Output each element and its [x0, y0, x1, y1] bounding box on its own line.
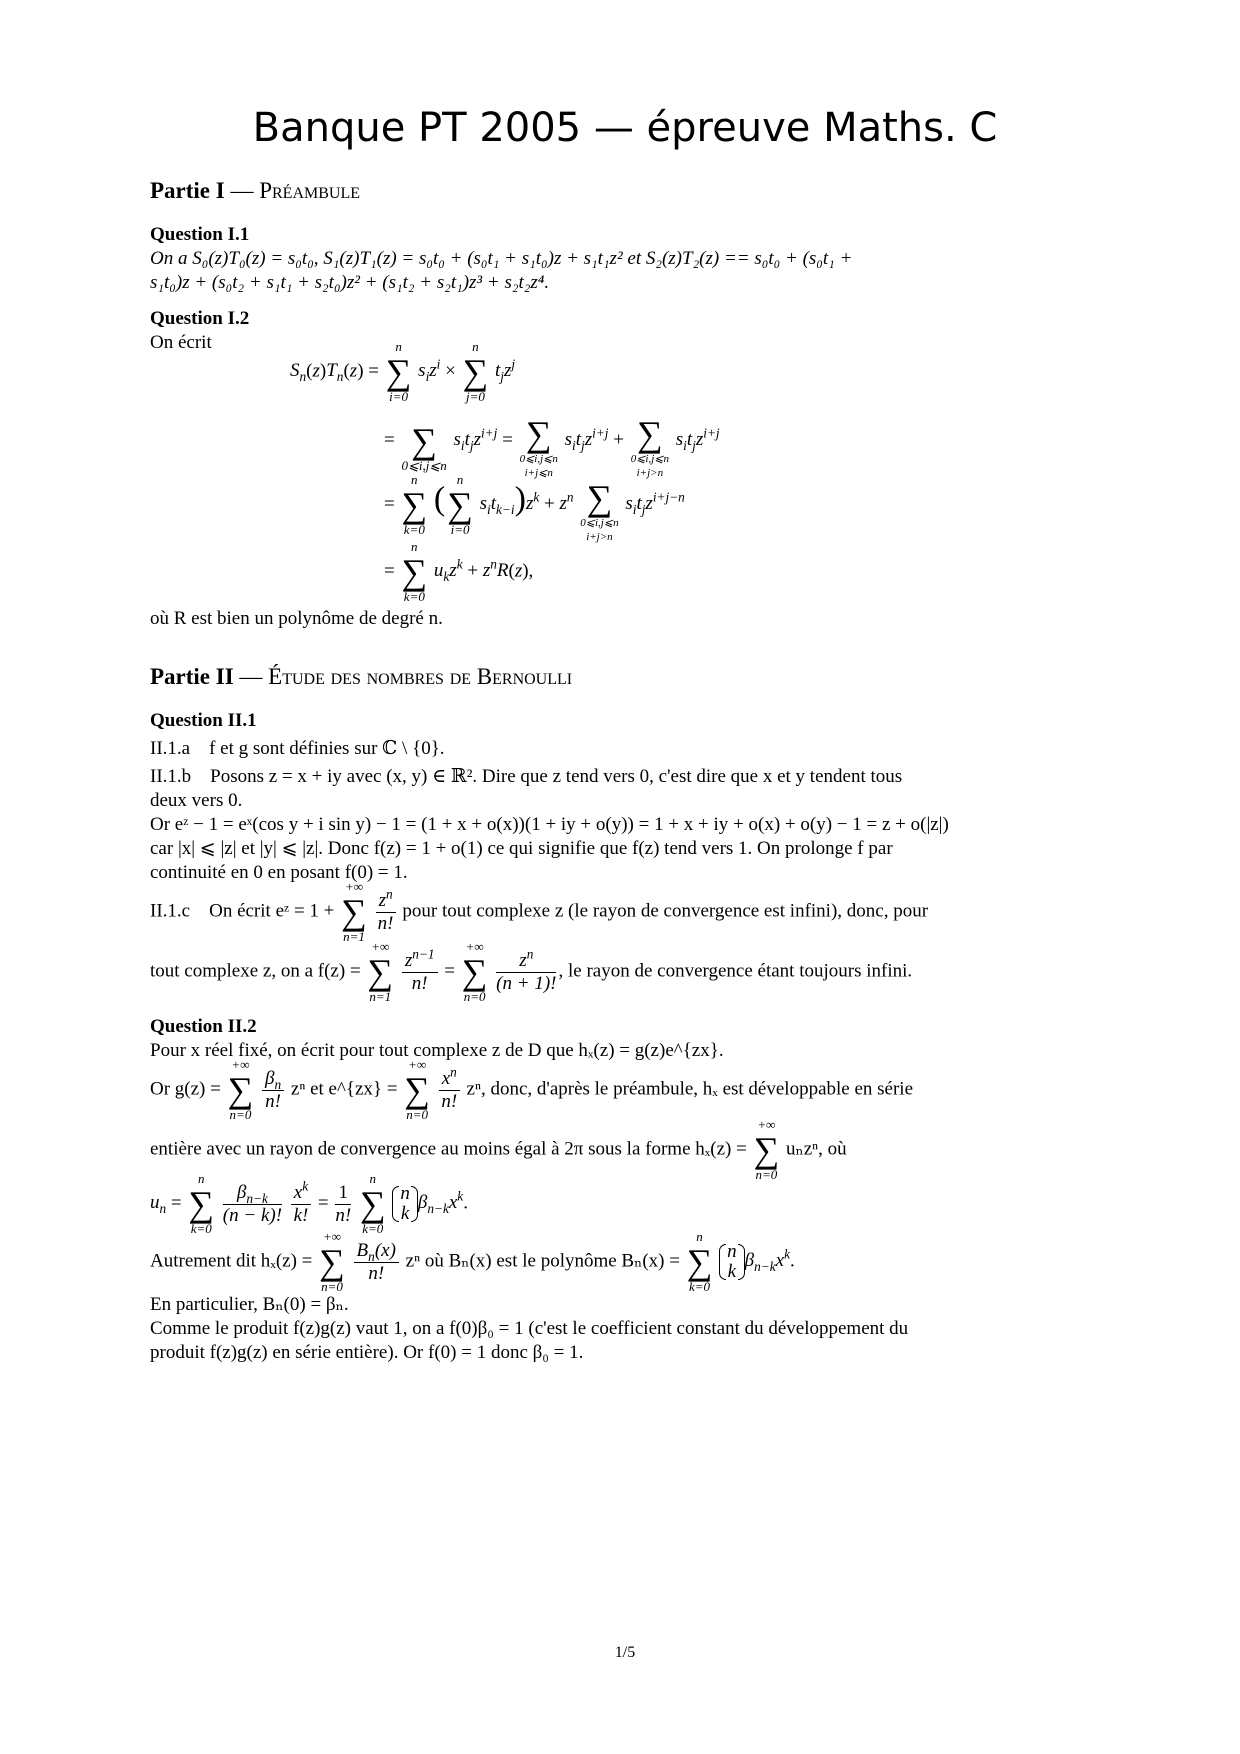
equation-line-4: = n ∑ k=0 $u_kz^k + z^nR(z)$,: [384, 539, 534, 604]
part-1-heading: Partie I — Préambule: [150, 178, 361, 203]
II1c-line-1: II.1.c On écrit eᶻ = 1 + +∞ ∑ n=1 $\frac{z^n}{n!}$ pour tout complexe z (le rayon de convergence est infini), donc, pour: [150, 879, 929, 944]
question-I1-label: Question I.1: [150, 224, 250, 245]
equation-line-3: = n ∑ k=0 ( n ∑ i=0 $s_it_{k-i})z^k + z^n$ ∑ 0⩽i,j⩽n i+j>n $s_it_jz^{i+j-n}$: [384, 472, 685, 543]
II1b-line-4: car |x| ⩽ |z| et |y| ⩽ |z|. Donc f(z) = 1 + o(1) ce qui signifie que f(z) tend vers 1. On prolonge f par: [150, 838, 893, 859]
page-number: 1/5: [614, 1644, 636, 1661]
II1a-paragraph: II.1.a f et g sont définies sur ℂ \ {0}.: [150, 738, 445, 759]
part-2-heading: Partie II — Étude des nombres de Bernoulli: [150, 664, 573, 689]
question-I2-label: Question I.2: [150, 308, 250, 329]
question-I2-intro: On écrit: [150, 332, 212, 353]
question-II2-label: Question II.2: [150, 1016, 257, 1037]
equation-line-2: = ∑ 0⩽i,j⩽n $s_it_jz^{i+j}$ = ∑ 0⩽i,j⩽n i+j⩽n $s_it_jz^{i+j}$ + ∑ 0⩽i,j⩽n i+j>n $s_it_jz^{i+j}$: [384, 414, 720, 479]
II2-line-2: Or g(z) = +∞ ∑ n=0 $\frac{\beta_n}{n!}$ zⁿ et e^{zx} = +∞ ∑ n=0 $\frac{x^n}{n!}$ zⁿ, donc, d'après le préambule, hₓ est développable en série: [150, 1057, 914, 1122]
II1b-line-1: II.1.b Posons z = x + iy avec (x, y) ∈ ℝ². Dire que z tend vers 0, c'est dire que x et y tendent tous: [150, 766, 903, 787]
question-I2-conclusion: où R est bien un polynôme de degré n.: [150, 608, 443, 629]
II2-line-5: Autrement dit hₓ(z) = +∞ ∑ n=0 $\frac{B_n(x)}{n!}$ zⁿ où Bₙ(x) est le polynôme Bₙ(x) = n ∑ k=0 n k $\beta_{n-k}x^k$.: [150, 1229, 795, 1294]
II2-line-3: entière avec un rayon de convergence au moins égal à 2π sous la forme hₓ(z) = +∞ ∑ n=0 uₙzⁿ, où: [150, 1117, 847, 1182]
II1b-line-5: continuité en 0 en posant f(0) = 1.: [150, 862, 408, 883]
question-I1-line-2: s₁t₀)z + (s₀t₂ + s₁t₁ + s₂t₀)z² + (s₁t₂ + s₂t₁)z³ + s₂t₂z⁴.: [150, 272, 550, 293]
equation-line-1: $S_n(z)T_n(z)$ = n ∑ i=0 $s_iz^i$ × n ∑ j=0 $t_jz^j$: [290, 339, 516, 404]
question-II1-label: Question II.1: [150, 710, 257, 731]
II2-line-4: $u_n$ = n ∑ k=0 $\frac{\beta_{n-k}}{(n - k)!}$ $\frac{x^k}{k!}$ = $\frac{1}{n!}$ n ∑ k=0 n k $\beta_{n-k}x^k$.: [150, 1171, 468, 1236]
II2-line-7: Comme le produit f(z)g(z) vaut 1, on a f(0)β₀ = 1 (c'est le coefficient constant du développement du: [150, 1318, 909, 1339]
II2-line-8: produit f(z)g(z) en série entière). Or f(0) = 1 donc β₀ = 1.: [150, 1342, 584, 1363]
II2-line-6: En particulier, Bₙ(0) = βₙ.: [150, 1294, 349, 1315]
II1b-line-3: Or eᶻ − 1 = eˣ(cos y + i sin y) − 1 = (1 + x + o(x))(1 + iy + o(y)) = 1 + x + iy + o(x) + o(y) − 1 = z + o(|z|): [150, 814, 949, 835]
II2-line-1: Pour x réel fixé, on écrit pour tout complexe z de D que hₓ(z) = g(z)e^{zx}.: [150, 1040, 724, 1061]
II1c-line-2: tout complexe z, on a f(z) = +∞ ∑ n=1 $\frac{z^{n-1}}{n!}$ = +∞ ∑ n=0 $\frac{z^n}{(n + 1)!}$ , le rayon de convergence étant toujours infini.: [150, 939, 913, 1004]
question-I1-line-1: On a S₀(z)T₀(z) = s₀t₀, S₁(z)T₁(z) = s₀t₀ + (s₀t₁ + s₁t₀)z + s₁t₁z² et S₂(z)T₂(z) == s₀t₀ + (s₀t₁ +: [150, 248, 853, 269]
document-title: Banque PT 2005 — épreuve Maths. C: [252, 105, 998, 151]
II1b-line-2: deux vers 0.: [150, 790, 243, 811]
